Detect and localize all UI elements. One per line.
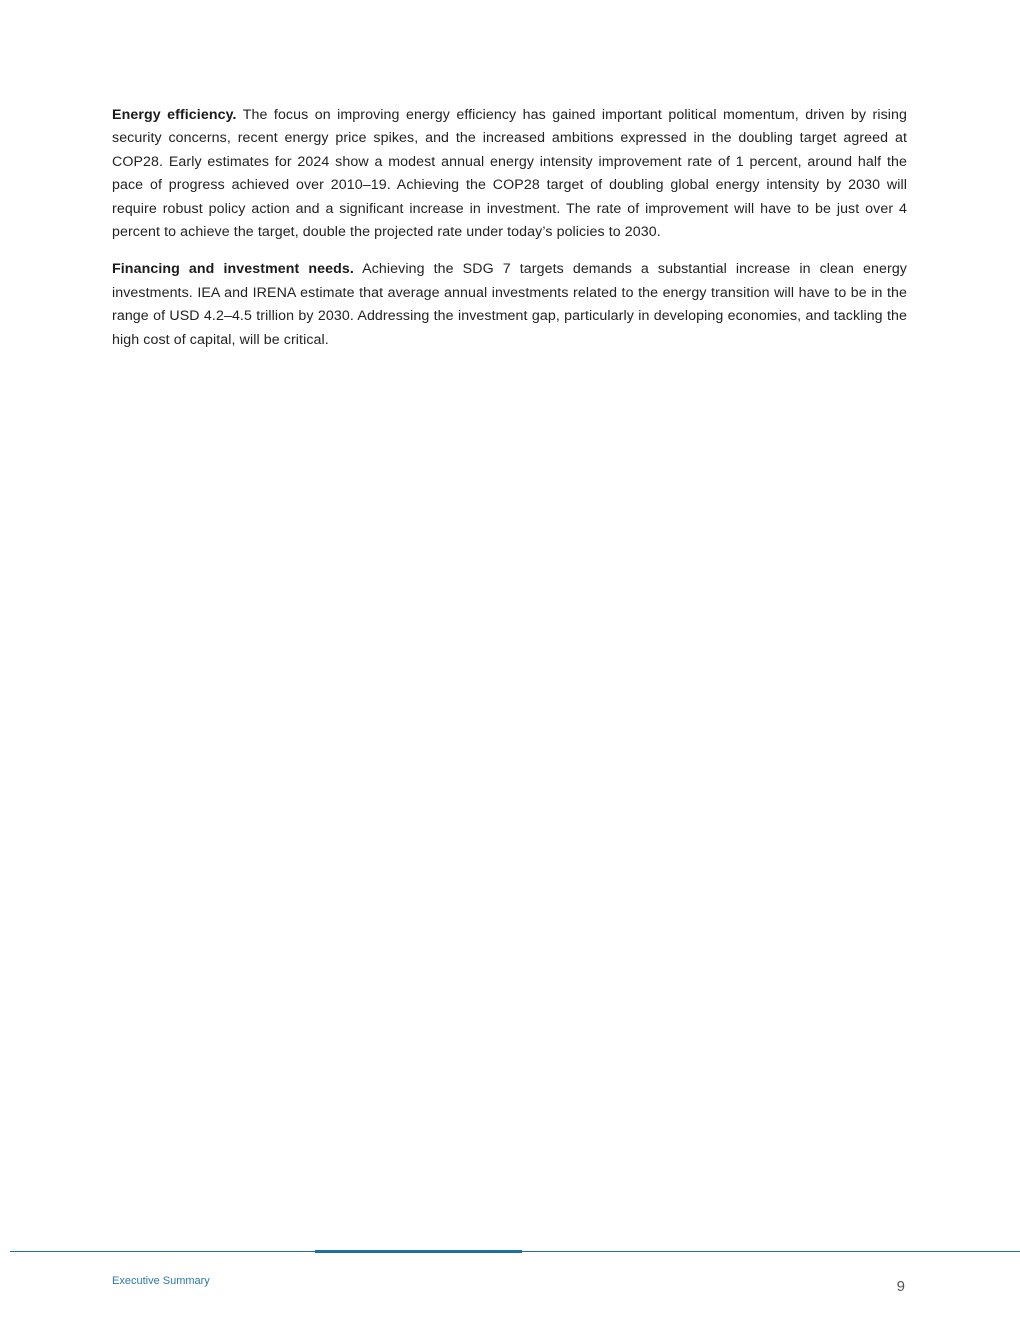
page-number: 9 — [896, 1278, 905, 1295]
footer-section-title: Executive Summary — [112, 1275, 210, 1287]
paragraph-text: Achieving the SDG 7 targets demands a substantial increase in clean energy investments. IEA and IRENA estimate that average annual investments related to the energy transition will have to be in the range of USD 4.2–4.5 trillion by 2030. Addressing the investment gap, particularly in developing economies, and tackling the high cost of capital, will be critical. — [112, 261, 907, 348]
paragraph-text: The focus on improving energy efficiency has gained important political momentum, driven by rising security concerns, recent energy price spikes, and the increased ambitions expressed in the doubling target agreed at COP28. Early estimates for 2024 show a modest annual energy intensity improvement rate of 1 percent, around half the pace of progress achieved over 2010–19. Achieving the COP28 target of doubling global energy intensity by 2030 will require robust policy action and a significant increase in investment. The rate of improvement will have to be just over 4 percent to achieve the target, double the projected rate under today’s policies to 2030. — [112, 107, 907, 241]
paragraph-lead: Energy efficiency. — [112, 107, 237, 123]
page-body — [112, 104, 907, 366]
footer-divider-accent — [315, 1250, 522, 1253]
paragraph-energy-efficiency — [112, 104, 907, 244]
paragraph-financing — [112, 258, 907, 352]
paragraph-lead: Financing and investment needs. — [112, 261, 354, 278]
